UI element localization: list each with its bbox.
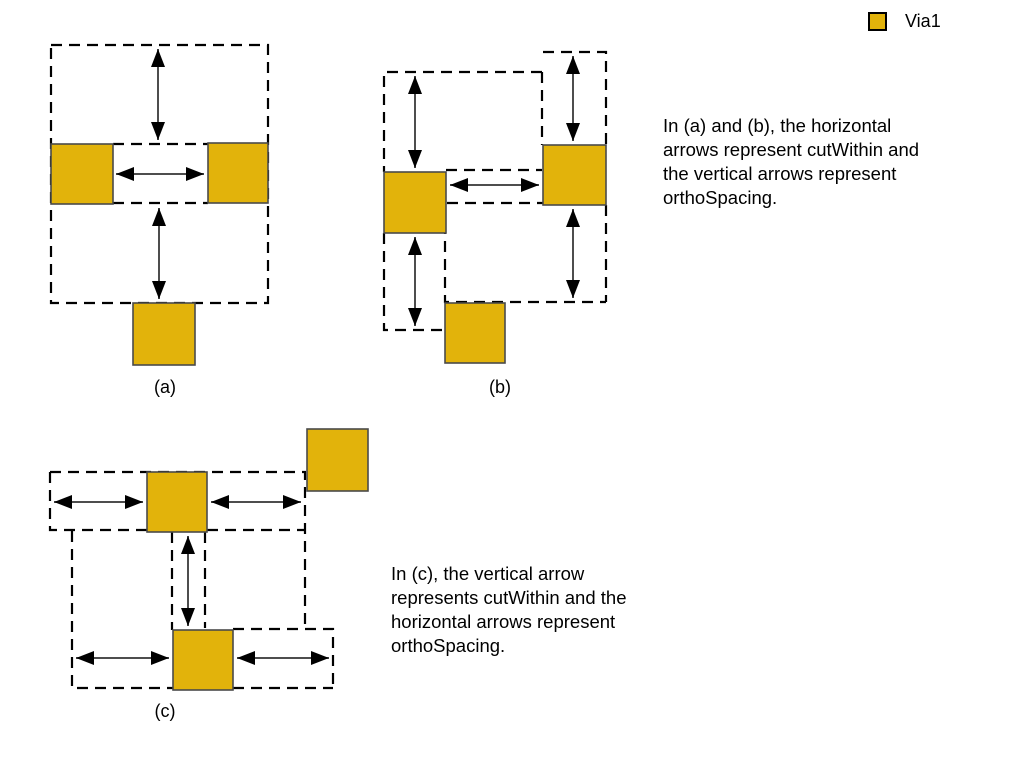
caption-line: orthoSpacing. <box>663 187 778 208</box>
legend <box>868 11 941 32</box>
via1-square <box>208 143 268 203</box>
figure-a-label: (a) <box>154 377 176 397</box>
via1-square <box>307 429 368 491</box>
via1-swatch <box>868 12 887 31</box>
via1-square <box>445 303 505 363</box>
caption-line: orthoSpacing. <box>391 635 506 656</box>
caption-ab <box>663 114 919 210</box>
caption-line: In (c), the vertical arrow <box>391 563 585 584</box>
figure-c-graphics <box>50 429 368 690</box>
via1-square <box>51 144 113 204</box>
figure-b-graphics <box>384 52 606 363</box>
figure-b-label: (b) <box>489 377 511 397</box>
caption-line: represents cutWithin and the <box>391 587 627 608</box>
caption-line: arrows represent cutWithin and <box>663 139 920 160</box>
via1-square <box>147 472 207 532</box>
caption-line: the vertical arrows represent <box>663 163 897 184</box>
caption-line: horizontal arrows represent <box>391 611 616 632</box>
figure-a-graphics <box>51 45 268 365</box>
figure-c-label: (c) <box>154 701 176 721</box>
caption-c <box>391 562 627 658</box>
legend-label: Via1 <box>905 11 941 31</box>
via1-square <box>384 172 446 233</box>
via1-square <box>173 630 233 690</box>
via1-square <box>133 303 195 365</box>
caption-line: In (a) and (b), the horizontal <box>663 115 892 136</box>
via1-square <box>543 145 606 205</box>
